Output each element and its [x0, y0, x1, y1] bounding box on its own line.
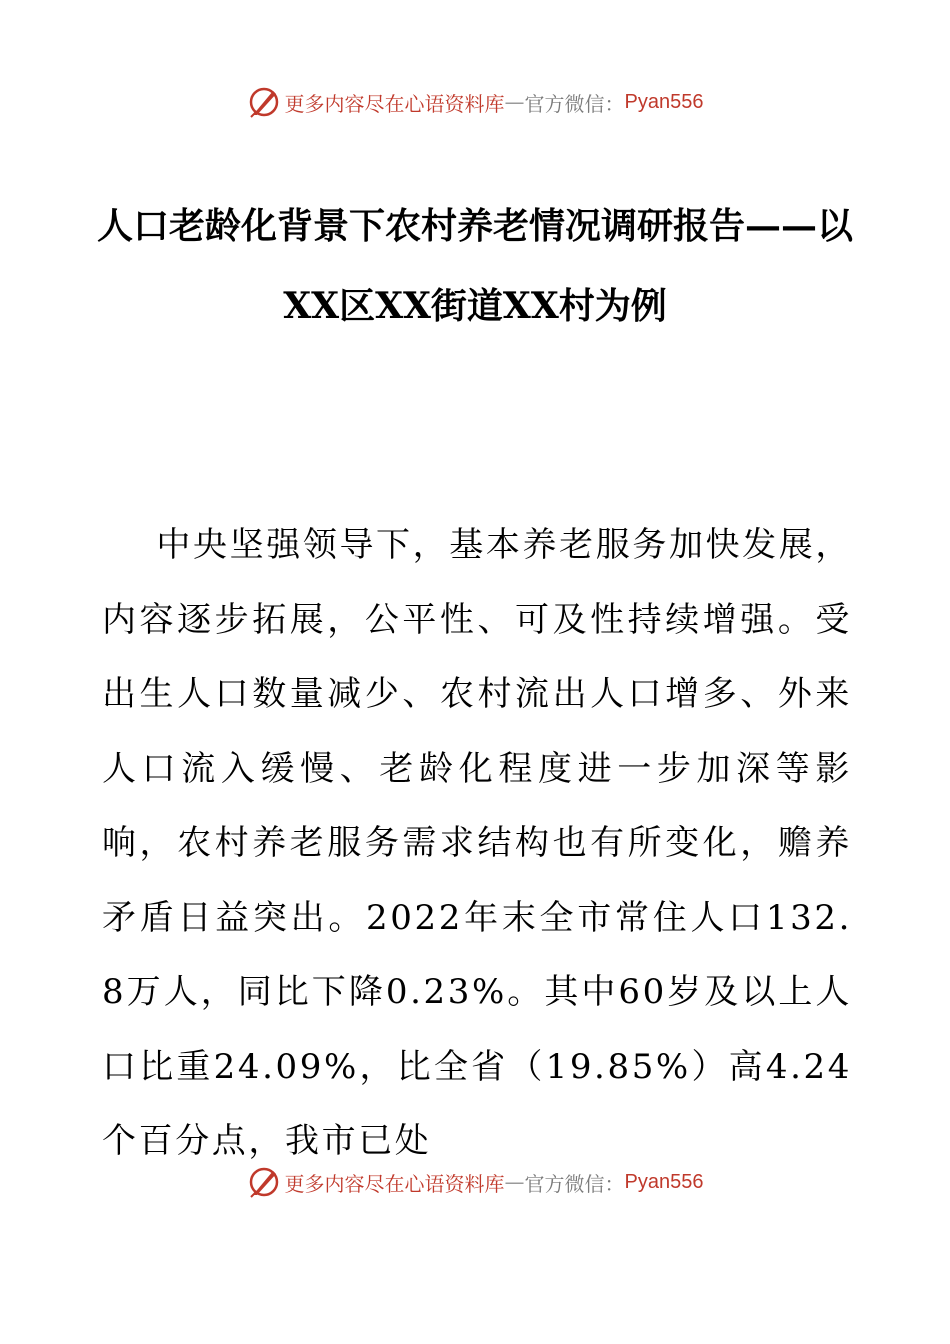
- watermark-brand: 更多内容尽在心语资料库: [284, 1171, 505, 1196]
- watermark-contact-id: Pyan556: [624, 90, 704, 113]
- watermark-contact-label: 官方微信：: [524, 1171, 625, 1196]
- quill-pen-logo-icon: [247, 85, 281, 119]
- watermark-contact-id: Pyan556: [624, 1170, 704, 1193]
- quill-pen-logo-icon: [247, 1165, 281, 1199]
- header-watermark: [0, 82, 950, 122]
- watermark-brand: 更多内容尽在心语资料库: [284, 91, 505, 116]
- watermark-contact-label: 官方微信：: [524, 91, 625, 116]
- footer-watermark: [0, 1162, 950, 1202]
- title-line-1: 人口老龄化背景下农村养老情况调研报告——以: [96, 205, 853, 247]
- watermark-separator: —: [504, 90, 525, 114]
- body-paragraph: 中央坚强领导下，基本养老服务加快发展，内容逐步拓展，公平性、可及性持续增强。受出生人口数量减少、农村流出人口增多、外来人口流入缓慢、老龄化程度进一步加深等影响，农村养老服务需求结构也有所变化，赡养矛盾日益突出。2022年末全市常住人口132.8万人，同比下降0.23%。其中60岁及以上人口比重24.09%，比全省（19.85%）高4.24个百分点，我市已处: [102, 525, 852, 1161]
- title-line-2: XX区XX街道XX村为例: [283, 285, 667, 327]
- document-title: [0, 186, 950, 346]
- watermark-separator: —: [504, 1170, 525, 1194]
